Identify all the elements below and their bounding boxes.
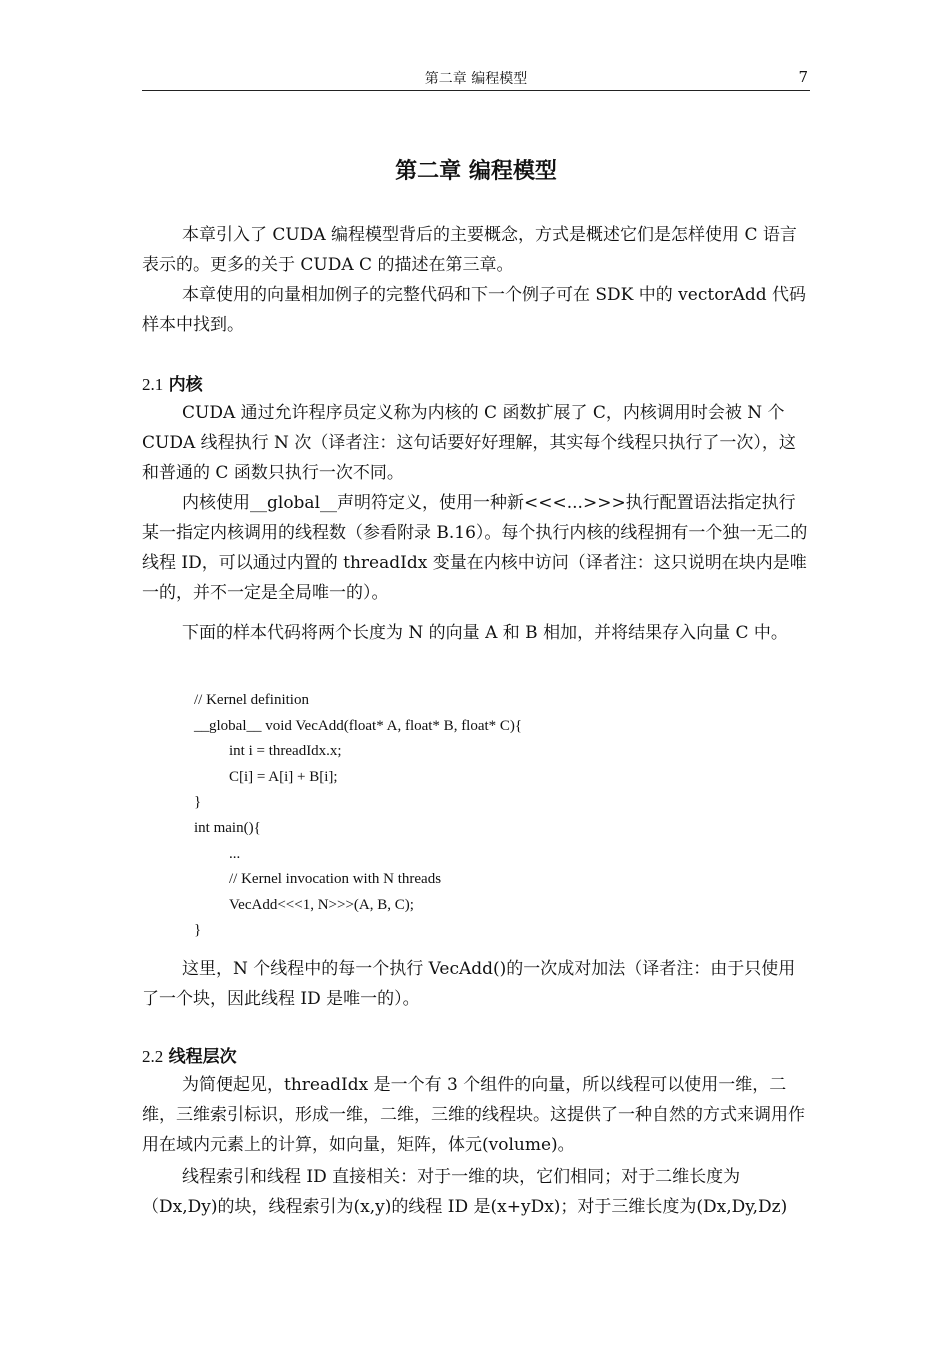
section1-after-code-paragraph: 这里，N 个线程中的每一个执行 VecAdd()的一次成对加法（译者注：由于只使用了一个块，因此线程 ID 是唯一的）。 xyxy=(142,959,796,1009)
code-line: __global__ void VecAdd(float* A, float* B, float* C){ xyxy=(194,717,523,734)
section1-paragraph-3: 下面的样本代码将两个长度为 N 的向量 A 和 B 相加，并将结果存入向量 C 中。 xyxy=(182,623,788,643)
running-header-title: 第二章 编程模型 xyxy=(424,71,528,87)
section-heading-2-1 xyxy=(142,370,203,395)
code-line: C[i] = A[i] + B[i]; xyxy=(229,768,338,785)
code-line: } xyxy=(194,794,202,811)
section-number: 2.1 xyxy=(142,375,164,394)
code-line: VecAdd<<<1, N>>>(A, B, C); xyxy=(229,896,414,913)
running-header xyxy=(142,66,810,91)
section1-paragraph-1: CUDA 通过允许程序员定义称为内核的 C 函数扩展了 C，内核调用时会被 N 个 CUDA 线程执行 N 次（译者注：这句话要好好理解，其实每个线程只执行了一次），这和普通的 C 函数只执行一次不同。 xyxy=(142,403,796,483)
code-block xyxy=(194,688,522,944)
intro-paragraph-2: 本章使用的向量相加例子的完整代码和下一个例子可在 SDK 中的 vectorAdd 代码样本中找到。 xyxy=(142,285,807,335)
section-title: 线程层次 xyxy=(168,1047,237,1067)
page-number: 7 xyxy=(798,68,808,86)
code-line: int i = threadIdx.x; xyxy=(229,743,342,760)
intro-paragraph-1: 本章引入了 CUDA 编程模型背后的主要概念，方式是概述它们是怎样使用 C 语言表示的。更多的关于 CUDA C 的描述在第三章。 xyxy=(142,225,797,275)
code-line: } xyxy=(194,922,202,939)
section2-paragraph-1: 为简便起见，threadIdx 是一个有 3 个组件的向量，所以线程可以使用一维，二维，三维索引标识，形成一维，二维，三维的线程块。这提供了一种自然的方式来调用作用在域内元素上的计算，如向量，矩阵，体元(volume)。 xyxy=(142,1075,805,1155)
section-title: 内核 xyxy=(168,375,203,395)
section1-paragraph-2: 内核使用__global__声明符定义，使用一种新<<<...>>>执行配置语法指定执行某一指定内核调用的线程数（参看附录 B.16）。每个执行内核的线程拥有一个独一无二的线程 ID，可以通过内置的 threadIdx 变量在内核中访问（译者注：这只说明在块内是唯一的，并不一定是全局唯一的）。 xyxy=(142,493,808,603)
section2-paragraph-2: 线程索引和线程 ID 直接相关：对于一维的块，它们相同；对于二维长度为（Dx,Dy)的块，线程索引为(x,y)的线程 ID 是(x+yDx)；对于三维长度为(Dx,Dy,Dz) xyxy=(142,1167,788,1217)
section-number: 2.2 xyxy=(142,1047,164,1066)
section-heading-2-2 xyxy=(142,1042,237,1067)
code-line: // Kernel definition xyxy=(194,692,309,708)
chapter-title: 第二章 编程模型 xyxy=(395,159,557,184)
code-line: int main(){ xyxy=(194,819,261,836)
code-line: ... xyxy=(229,845,241,862)
code-line: // Kernel invocation with N threads xyxy=(229,871,442,888)
